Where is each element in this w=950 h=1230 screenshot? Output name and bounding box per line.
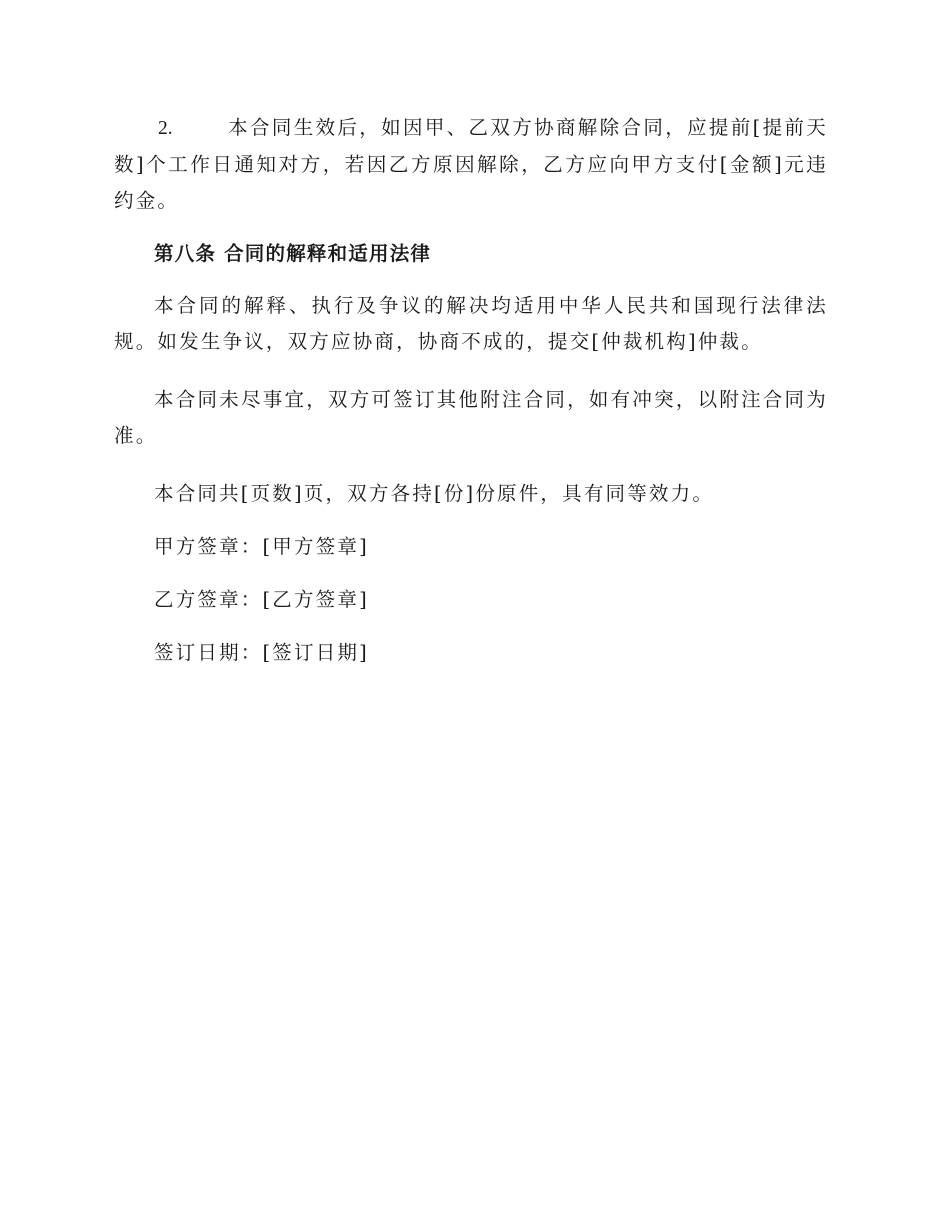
article-8-heading: 第八条 合同的解释和适用法律: [154, 242, 432, 265]
clause-item-2: [114, 110, 828, 219]
signing-date-line: 签订日期：[签订日期]: [154, 641, 369, 664]
article-8-paragraph: 本合同共[页数]页，双方各持[份]份原件，具有同等效力。: [154, 482, 715, 505]
party-b-signature-line: 乙方签章：[乙方签章]: [154, 588, 369, 611]
article-8-paragraph: 本合同未尽事宜，双方可签订其他附注合同，如有冲突，以附注合同为准。: [114, 388, 828, 447]
article-8-paragraph: 本合同的解释、执行及争议的解决均适用中华人民共和国现行法律法规。如发生争议，双方应协商，协商不成的，提交[仲裁机构]仲裁。: [114, 294, 828, 353]
document-body: [114, 110, 828, 671]
clause-item-text: 本合同生效后，如因甲、乙双方协商解除合同，应提前[提前天数]个工作日通知对方，若因乙方原因解除，乙方应向甲方支付[金额]元违约金。: [114, 116, 828, 212]
clause-item-number: 2.: [158, 118, 173, 139]
party-a-signature-line: 甲方签章：[甲方签章]: [154, 535, 369, 558]
